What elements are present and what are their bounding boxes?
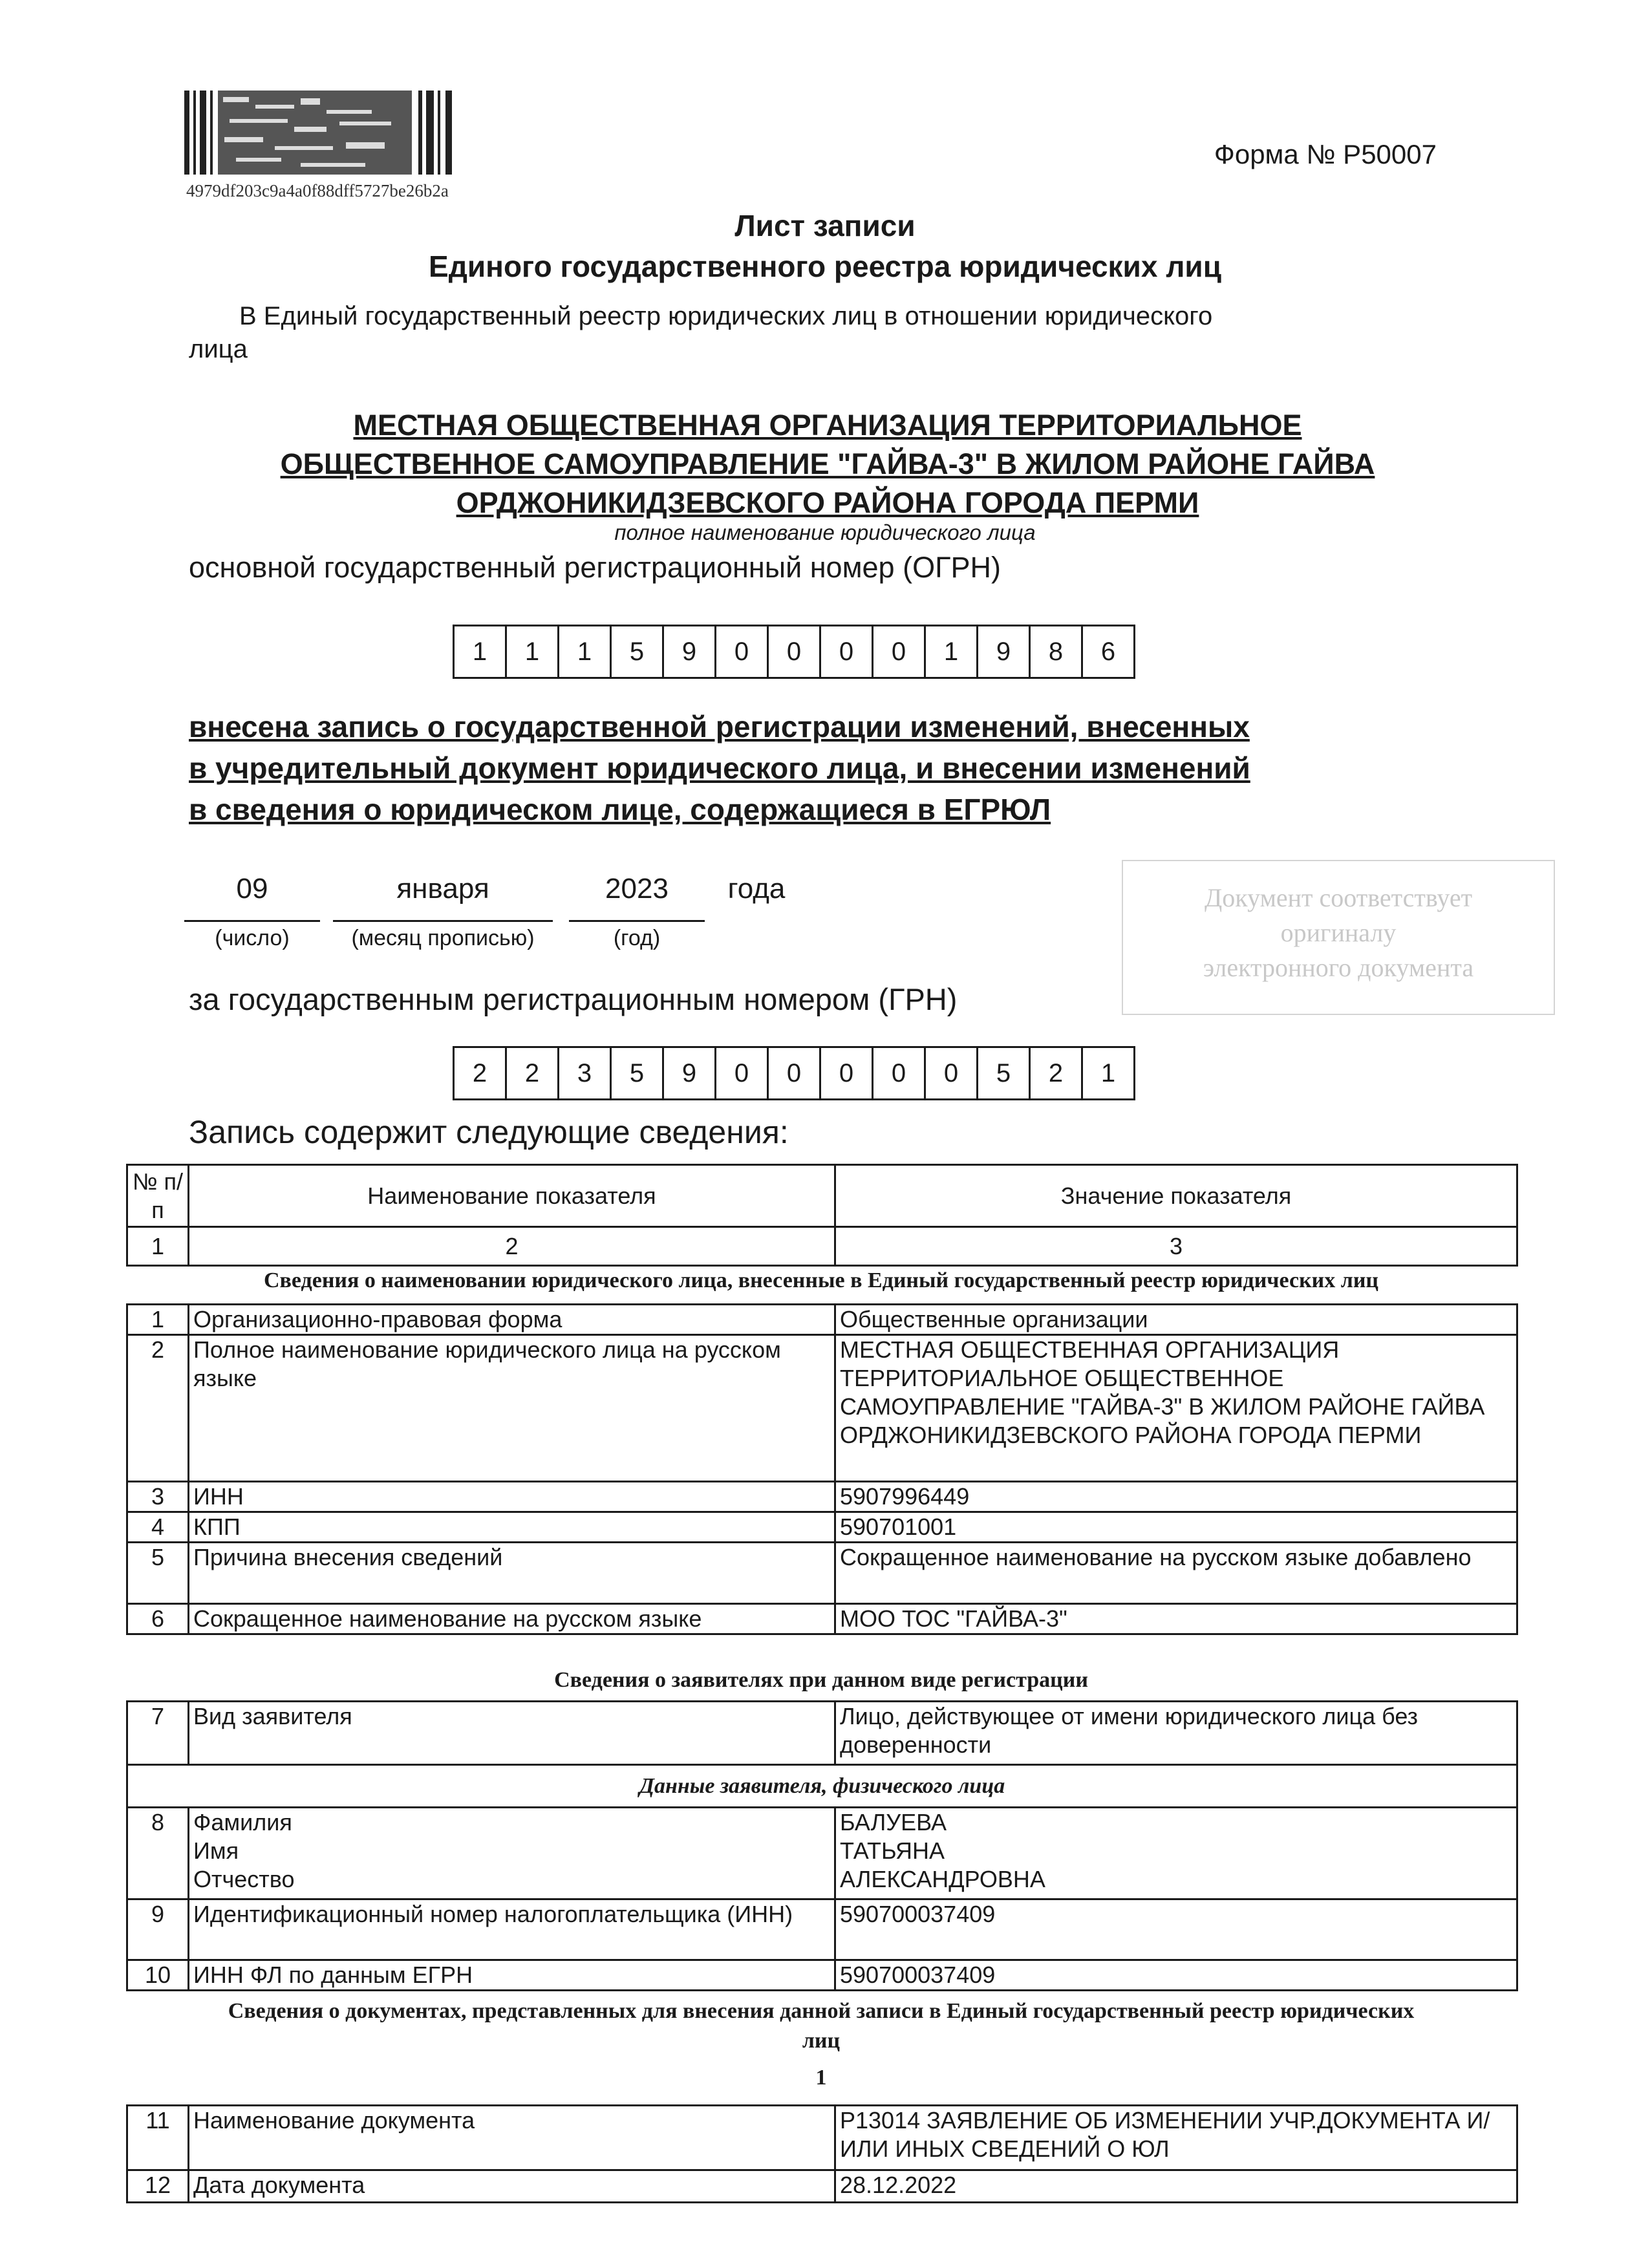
section-title: Сведения о наименовании юридического лица, внесенные в Единый государственный реестр юридических лиц	[263, 1268, 1379, 1292]
document-subtitle: Единого государственного реестра юридических лиц	[429, 250, 1221, 283]
row-name: Причина внесения сведений	[189, 1543, 835, 1604]
org-name-line: ОРДЖОНИКИДЗЕВСКОГО РАЙОНА ГОРОДА ПЕРМИ	[456, 486, 1199, 519]
row-name: Дата документа	[189, 2170, 835, 2203]
ogrn-digit-boxes	[453, 625, 1135, 679]
date-month: января	[396, 873, 489, 904]
subsection-title: Данные заявителя, физического лица	[127, 1765, 1517, 1808]
ogrn-digit: 0	[873, 626, 926, 677]
row-name: Наименование документа	[189, 2106, 835, 2170]
grn-digit: 0	[926, 1048, 978, 1098]
value-line: АЛЕКСАНДРОВНА	[840, 1866, 1045, 1892]
grn-digit: 2	[1031, 1048, 1083, 1098]
table-row	[127, 1335, 1517, 1482]
stamp-line: электронного документа	[1203, 953, 1474, 982]
barcode-hash: 4979df203c9a4a0f88dff5727be26b2a	[186, 181, 449, 200]
row-value: МЕСТНАЯ ОБЩЕСТВЕННАЯ ОРГАНИЗАЦИЯ ТЕРРИТОРИАЛЬНОЕ ОБЩЕСТВЕННОЕ САМОУПРАВЛЕНИЕ "ГАЙВА-3" В ЖИЛОМ РАЙОНЕ ГАЙВА ОРДЖОНИКИДЗЕВСКОГО РАЙОНА ГОРОДА ПЕРМИ	[835, 1335, 1517, 1482]
ogrn-digit: 0	[769, 626, 821, 677]
row-value: 28.12.2022	[835, 2170, 1517, 2203]
header-num: № п/п	[127, 1165, 189, 1227]
grn-digit: 2	[455, 1048, 507, 1098]
ogrn-digit: 1	[455, 626, 507, 677]
table-row	[127, 1305, 1517, 1335]
org-name-line: ОБЩЕСТВЕННОЕ САМОУПРАВЛЕНИЕ "ГАЙВА-3" В ЖИЛОМ РАЙОНЕ ГАЙВА	[280, 447, 1375, 480]
header-col-index: 3	[835, 1227, 1517, 1266]
grn-digit: 1	[1100, 1058, 1116, 1087]
ogrn-digit: 8	[1031, 626, 1083, 677]
row-name: КПП	[189, 1512, 835, 1543]
table-row	[127, 1482, 1517, 1512]
entry-line: в сведения о юридическом лице, содержащиеся в ЕГРЮЛ	[189, 793, 1051, 826]
ogrn-digit: 1	[559, 626, 612, 677]
grn-digit: 0	[716, 1048, 769, 1098]
row-num: 1	[127, 1305, 189, 1335]
intro-text-line1: В Единый государственный реестр юридических лиц в отношении юридического	[239, 302, 1213, 330]
table-row	[127, 1543, 1517, 1604]
row-num: 4	[127, 1512, 189, 1543]
grn-digit: 9	[664, 1048, 716, 1098]
row-num: 12	[127, 2170, 189, 2203]
date-year-underline	[569, 920, 705, 922]
section-title-cont: лиц	[802, 2029, 841, 2053]
row-name: ИНН	[189, 1482, 835, 1512]
value-line: ТАТЬЯНА	[840, 1837, 945, 1864]
ogrn-digit: 0	[716, 626, 769, 677]
table-row	[127, 1899, 1517, 1960]
row-value: 5907996449	[835, 1482, 1517, 1512]
row-name: Полное наименование юридического лица на русском языке	[189, 1335, 835, 1482]
section3-table	[126, 2104, 1518, 2203]
date-day: 09	[236, 873, 268, 904]
header-col-index: 2	[189, 1227, 835, 1266]
row-num: 6	[127, 1604, 189, 1634]
org-name-line: МЕСТНАЯ ОБЩЕСТВЕННАЯ ОРГАНИЗАЦИЯ ТЕРРИТОРИАЛЬНОЕ	[353, 409, 1302, 442]
organization-name	[194, 406, 1461, 522]
grn-digit-boxes	[453, 1046, 1135, 1100]
intro-text-line2: лица	[189, 335, 248, 363]
row-num: 3	[127, 1482, 189, 1512]
row-value: МОО ТОС "ГАЙВА-3"	[835, 1604, 1517, 1634]
document-barcode	[184, 91, 456, 175]
row-name	[189, 1808, 835, 1899]
entry-statement	[189, 706, 1482, 830]
table-row	[127, 1808, 1517, 1899]
row-name: Организационно-правовая форма	[189, 1305, 835, 1335]
grn-digit: 0	[769, 1048, 821, 1098]
row-value: Сокращенное наименование на русском языке добавлено	[835, 1543, 1517, 1604]
conformity-stamp	[1122, 860, 1555, 1015]
row-value: Р13014 ЗАЯВЛЕНИЕ ОБ ИЗМЕНЕНИИ УЧР.ДОКУМЕНТА И/ИЛИ ИНЫХ СВЕДЕНИЙ О ЮЛ	[835, 2106, 1517, 2170]
value-line: БАЛУЕВА	[840, 1809, 947, 1835]
row-value: Лицо, действующее от имени юридического лица без доверенности	[835, 1702, 1517, 1765]
row-value	[835, 1808, 1517, 1899]
grn-digit: 0	[821, 1048, 873, 1098]
ogrn-digit: 5	[612, 626, 664, 677]
section1-table	[126, 1303, 1518, 1635]
date-suffix: года	[727, 873, 786, 904]
date-month-underline	[333, 920, 553, 922]
row-name: Сокращенное наименование на русском языке	[189, 1604, 835, 1634]
section2-table	[126, 1700, 1518, 1991]
row-value: 590700037409	[835, 1899, 1517, 1960]
records-table-header	[126, 1164, 1518, 1267]
section-index: 1	[815, 2066, 827, 2090]
row-name: Идентификационный номер налогоплательщика (ИНН)	[189, 1899, 835, 1960]
date-year-caption: (год)	[613, 926, 661, 950]
table-row	[127, 1702, 1517, 1765]
records-heading: Запись содержит следующие сведения:	[189, 1114, 789, 1150]
ogrn-digit: 9	[978, 626, 1031, 677]
section-title: Сведения о заявителях при данном виде регистрации	[554, 1668, 1088, 1692]
table-row	[127, 1604, 1517, 1634]
grn-digit: 5	[612, 1048, 664, 1098]
table-row	[127, 1960, 1517, 1991]
entry-line: внесена запись о государственной регистрации изменений, внесенных	[189, 710, 1250, 744]
grn-digit: 5	[978, 1048, 1031, 1098]
subsection-row	[127, 1765, 1517, 1808]
header-value: Значение показателя	[835, 1165, 1517, 1227]
row-num: 9	[127, 1899, 189, 1960]
document-title: Лист записи	[734, 209, 916, 242]
stamp-line: Документ соответствует	[1204, 883, 1473, 912]
ogrn-digit: 1	[507, 626, 559, 677]
header-col-index: 1	[127, 1227, 189, 1266]
ogrn-digit: 9	[664, 626, 716, 677]
row-num: 11	[127, 2106, 189, 2170]
grn-digit: 2	[507, 1048, 559, 1098]
row-num: 5	[127, 1543, 189, 1604]
ogrn-label: основной государственный регистрационный номер (ОГРН)	[189, 551, 1001, 584]
stamp-line: оригиналу	[1280, 918, 1397, 947]
date-year: 2023	[605, 873, 669, 904]
entry-line: в учредительный документ юридического лица, и внесении изменений	[189, 751, 1250, 785]
ogrn-digit: 6	[1100, 637, 1116, 666]
name-line: Отчество	[193, 1866, 295, 1892]
row-value: 590701001	[835, 1512, 1517, 1543]
row-num: 2	[127, 1335, 189, 1482]
row-value: Общественные организации	[835, 1305, 1517, 1335]
section-title: Сведения о документах, представленных для внесения данной записи в Единый государственный реестр юридических	[228, 1999, 1415, 2023]
org-name-caption: полное наименование юридического лица	[614, 520, 1036, 544]
table-row	[127, 1512, 1517, 1543]
form-number: Форма № Р50007	[1214, 139, 1437, 169]
table-row	[127, 2170, 1517, 2203]
row-value: 590700037409	[835, 1960, 1517, 1991]
row-name: Вид заявителя	[189, 1702, 835, 1765]
grn-digit: 3	[559, 1048, 612, 1098]
grn-digit: 0	[873, 1048, 926, 1098]
ogrn-digit: 1	[926, 626, 978, 677]
row-num: 10	[127, 1960, 189, 1991]
date-month-caption: (месяц прописью)	[351, 926, 535, 950]
grn-label: за государственным регистрационным номером (ГРН)	[189, 982, 958, 1016]
name-line: Имя	[193, 1837, 239, 1864]
name-line: Фамилия	[193, 1809, 292, 1835]
date-day-caption: (число)	[215, 926, 290, 950]
header-name: Наименование показателя	[189, 1165, 835, 1227]
row-num: 7	[127, 1702, 189, 1765]
ogrn-digit: 0	[821, 626, 873, 677]
row-num: 8	[127, 1808, 189, 1899]
row-name: ИНН ФЛ по данным ЕГРН	[189, 1960, 835, 1991]
table-row	[127, 2106, 1517, 2170]
date-day-underline	[184, 920, 320, 922]
